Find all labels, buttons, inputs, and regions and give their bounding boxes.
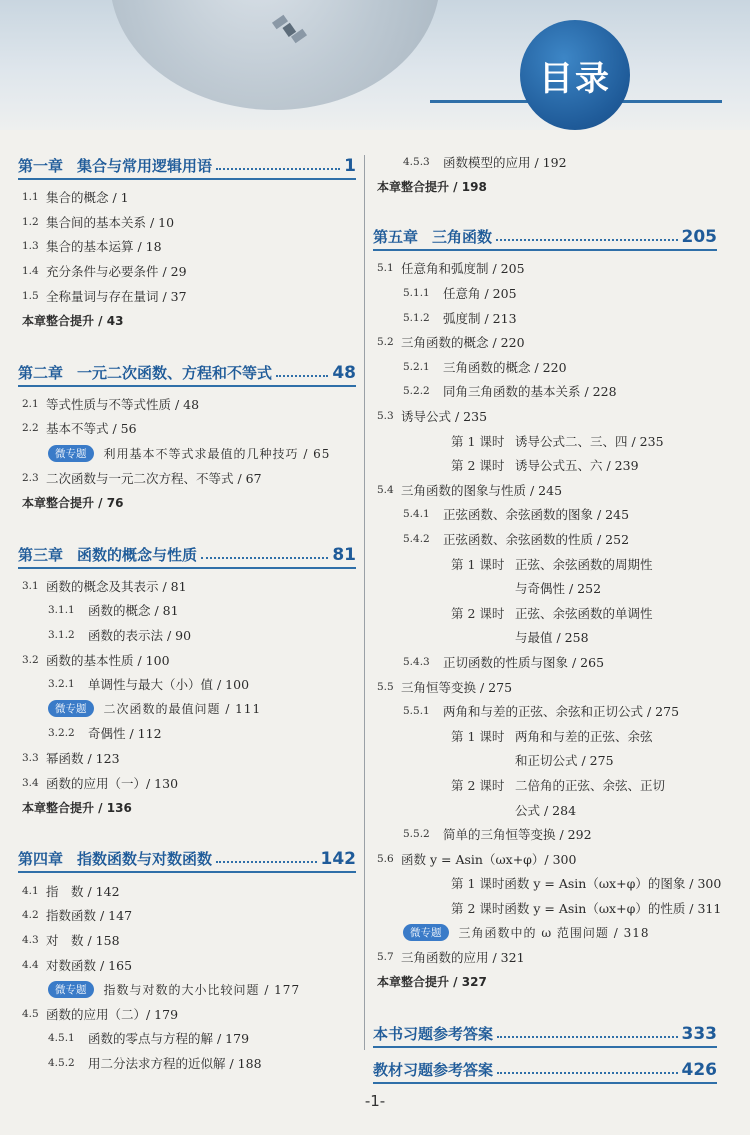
toc-entry[interactable] [18, 598, 356, 623]
chapter-heading[interactable] [18, 843, 356, 873]
section-number: 5.3 [377, 410, 394, 423]
toc-entry[interactable] [18, 234, 356, 259]
section-number: 4.5 [22, 1007, 39, 1020]
section-number: 5.4 [377, 483, 394, 496]
toc-entry[interactable] [373, 945, 717, 970]
chapter-heading[interactable] [373, 221, 717, 251]
lesson-title: 诱导公式五、六 / 239 [515, 458, 639, 474]
section-number: 5.2.2 [403, 385, 430, 398]
toc-right-column [373, 150, 722, 1090]
toc-entry[interactable] [18, 259, 356, 284]
toc-entry[interactable] [18, 574, 356, 599]
special-topic-badge: 微专题 [48, 700, 94, 717]
lesson-title-continued: 与最值 / 258 [515, 630, 589, 646]
section-title: 任意角和弧度制 / 205 [401, 261, 525, 277]
special-topic-entry[interactable] [18, 697, 356, 722]
chapter-summary[interactable]: 本章整合提升 / 136 [22, 800, 132, 815]
toc-entry[interactable] [373, 478, 717, 503]
lesson-entry[interactable] [373, 601, 717, 626]
section-title: 函数模型的应用 / 192 [443, 155, 567, 171]
toc-entry[interactable] [373, 822, 717, 847]
section-number: 3.2.2 [48, 727, 75, 740]
section-title: 对数函数 / 165 [46, 957, 133, 973]
toc-entry[interactable] [18, 952, 356, 977]
toc-entry[interactable] [373, 355, 717, 380]
lesson-title: 正弦、余弦函数的单调性 [515, 605, 653, 621]
toc-entry[interactable] [373, 674, 717, 699]
lesson-number: 第 1 课时 [451, 556, 505, 572]
section-title: 正切函数的性质与图象 / 265 [443, 654, 605, 670]
section-number: 3.1.1 [48, 604, 75, 617]
section-number: 1.2 [22, 215, 39, 228]
leader-dots [276, 375, 328, 377]
section-number: 5.2 [377, 336, 394, 349]
answers-heading[interactable] [373, 1054, 717, 1084]
lesson-number: 第 2 课时 [451, 458, 505, 474]
lesson-entry[interactable] [373, 551, 717, 576]
chapter-number: 第五章 [373, 228, 419, 247]
special-topic-badge: 微专题 [48, 445, 94, 462]
section-title: 函数的基本性质 / 100 [46, 652, 170, 668]
lesson-title-continued: 和正切公式 / 275 [515, 753, 614, 769]
section-number: 4.5.1 [48, 1032, 75, 1045]
toc-entry[interactable] [373, 256, 717, 281]
toc-entry[interactable] [18, 1051, 356, 1076]
lesson-title-continued: 与奇偶性 / 252 [515, 581, 602, 597]
toc-entry[interactable] [18, 185, 356, 210]
toc-entry[interactable] [18, 672, 356, 697]
section-title: 任意角 / 205 [443, 286, 517, 302]
special-topic-badge: 微专题 [48, 981, 94, 998]
section-number: 3.2.1 [48, 678, 75, 691]
section-number: 3.2 [22, 653, 39, 666]
section-number: 5.5.2 [403, 828, 430, 841]
section-number: 5.2.1 [403, 360, 430, 373]
section-title: 函数的表示法 / 90 [88, 628, 192, 644]
section-title: 函数的应用（二）/ 179 [46, 1006, 179, 1022]
lesson-number: 第 1 课时 [451, 728, 505, 744]
chapter-number: 第四章 [18, 850, 64, 869]
leader-dots [201, 557, 328, 559]
answers-page: 333 [681, 1024, 717, 1044]
section-number: 5.1.1 [403, 287, 430, 300]
section-title: 三角函数的概念 / 220 [443, 359, 567, 375]
section-number: 5.1.2 [403, 311, 430, 324]
section-title: 函数的应用（一）/ 130 [46, 775, 179, 791]
section-number: 5.5 [377, 680, 394, 693]
chapter-summary[interactable]: 本章整合提升 / 198 [377, 180, 487, 195]
toc-entry[interactable] [18, 903, 356, 928]
lesson-entry[interactable] [373, 871, 722, 896]
section-title: 简单的三角恒等变换 / 292 [443, 827, 592, 843]
special-topic-entry[interactable] [373, 920, 717, 945]
section-number: 4.1 [22, 884, 39, 897]
lesson-entry[interactable] [373, 896, 722, 921]
lesson-number: 第 1 课时 [451, 433, 505, 449]
chapter-summary[interactable]: 本章整合提升 / 327 [377, 975, 487, 990]
chapter-page: 1 [344, 156, 356, 176]
lesson-number: 第 2 课时 [451, 900, 505, 916]
toc-left-column [18, 150, 356, 1075]
toc-entry[interactable] [18, 647, 356, 672]
section-number: 5.7 [377, 951, 394, 964]
section-number: 2.1 [22, 397, 39, 410]
section-number: 1.5 [22, 289, 39, 302]
answers-title: 教材习题参考答案 [373, 1061, 494, 1079]
section-title: 奇偶性 / 112 [88, 726, 162, 742]
section-title: 函数的概念及其表示 / 81 [46, 578, 187, 594]
chapter-summary[interactable]: 本章整合提升 / 76 [22, 495, 124, 510]
special-topic-entry[interactable] [18, 441, 356, 466]
lesson-entry[interactable] [373, 773, 717, 798]
section-title: 集合的概念 / 1 [46, 190, 129, 206]
section-title: 正弦函数、余弦函数的性质 / 252 [443, 532, 630, 548]
toc-entry[interactable] [18, 770, 356, 795]
section-number: 4.5.3 [403, 156, 430, 169]
toc-entry[interactable] [18, 878, 356, 903]
toc-entry[interactable] [373, 846, 717, 871]
section-number: 1.3 [22, 240, 39, 253]
toc-entry[interactable] [18, 623, 356, 648]
section-title: 三角函数的应用 / 321 [401, 950, 525, 966]
toc-entry[interactable] [18, 928, 356, 953]
chapter-title: 函数的概念与性质 [77, 545, 198, 564]
section-title: 函数的零点与方程的解 / 179 [88, 1031, 250, 1047]
toc-entry[interactable] [373, 379, 717, 404]
section-title: 二次函数与一元二次方程、不等式 / 67 [46, 470, 262, 486]
special-topic-title: 二次函数的最值问题 / 111 [103, 702, 262, 717]
toc-entry[interactable] [373, 650, 717, 675]
satellite-icon [270, 10, 310, 50]
answers-title: 本书习题参考答案 [373, 1025, 494, 1043]
leader-dots [496, 239, 677, 241]
section-title: 同角三角函数的基本关系 / 228 [443, 384, 617, 400]
section-number: 4.2 [22, 909, 39, 922]
page-title: 目录 [539, 58, 611, 99]
section-number: 2.2 [22, 422, 39, 435]
section-title: 指 数 / 142 [46, 883, 120, 899]
special-topic-badge: 微专题 [403, 924, 449, 941]
chapter-title: 一元二次函数、方程和不等式 [77, 363, 273, 382]
chapter-heading[interactable] [18, 150, 356, 180]
section-title: 全称量词与存在量词 / 37 [46, 288, 187, 304]
section-number: 3.4 [22, 776, 39, 789]
section-number: 3.3 [22, 751, 39, 764]
lesson-title: 两角和与差的正弦、余弦 [515, 728, 653, 744]
lesson-title-continued: 公式 / 284 [515, 802, 577, 818]
section-number: 5.4.3 [403, 655, 430, 668]
toc-entry[interactable] [373, 281, 717, 306]
section-title: 三角恒等变换 / 275 [401, 679, 513, 695]
chapter-title: 三角函数 [432, 228, 493, 247]
column-divider [364, 155, 365, 1050]
leader-dots [216, 168, 340, 170]
lesson-entry[interactable] [373, 428, 717, 453]
chapter-page: 48 [332, 362, 356, 383]
page-number: -1- [364, 1092, 386, 1110]
toc-entry[interactable] [373, 305, 717, 330]
special-topic-title: 指数与对数的大小比较问题 / 177 [103, 982, 301, 997]
chapter-number: 第三章 [18, 545, 64, 564]
section-title: 充分条件与必要条件 / 29 [46, 264, 187, 280]
toc-entry[interactable] [18, 210, 356, 235]
leader-dots [497, 1072, 677, 1074]
section-number: 4.3 [22, 933, 39, 946]
toc-entry[interactable] [373, 150, 717, 175]
section-title: 指数函数 / 147 [46, 908, 133, 924]
chapter-title: 指数函数与对数函数 [77, 850, 213, 869]
section-number: 5.5.1 [403, 705, 430, 718]
section-title: 集合的基本运算 / 18 [46, 239, 162, 255]
lesson-entry[interactable] [373, 723, 717, 748]
special-topic-title: 三角函数中的 ω 范围问题 / 318 [458, 926, 650, 941]
toc-entry[interactable] [18, 465, 356, 490]
chapter-heading[interactable] [18, 539, 356, 569]
answers-page: 426 [681, 1060, 717, 1080]
chapter-title: 集合与常用逻辑用语 [77, 157, 213, 175]
lesson-title: 函数 y = Asin（ωx+φ）的性质 / 311 [504, 900, 722, 916]
section-title: 基本不等式 / 56 [46, 421, 137, 437]
chapter-heading[interactable] [18, 357, 356, 387]
section-number: 5.4.2 [403, 533, 430, 546]
section-number: 5.6 [377, 852, 394, 865]
section-number: 1.1 [22, 191, 39, 204]
chapter-page: 205 [681, 227, 717, 248]
toc-entry[interactable] [18, 283, 356, 308]
section-title: 弧度制 / 213 [443, 310, 517, 326]
answers-heading[interactable] [373, 1018, 717, 1048]
lesson-title: 函数 y = Asin（ωx+φ）的图象 / 300 [504, 876, 722, 892]
section-title: 等式性质与不等式性质 / 48 [46, 396, 200, 412]
toc-entry[interactable] [18, 416, 356, 441]
toc-entry[interactable] [18, 1001, 356, 1026]
chapter-page: 142 [320, 849, 356, 870]
section-title: 用二分法求方程的近似解 / 188 [88, 1055, 262, 1071]
toc-entry[interactable] [373, 404, 717, 429]
section-title: 正弦函数、余弦函数的图象 / 245 [443, 507, 630, 523]
lesson-title: 诱导公式二、三、四 / 235 [515, 433, 664, 449]
section-title: 单调性与最大（小）值 / 100 [88, 677, 250, 693]
toc-entry[interactable] [373, 527, 717, 552]
toc-entry[interactable] [373, 699, 717, 724]
lesson-number: 第 1 课时 [451, 876, 505, 892]
section-number: 5.1 [377, 262, 394, 275]
leader-dots [497, 1036, 677, 1038]
section-title: 两角和与差的正弦、余弦和正切公式 / 275 [443, 704, 680, 720]
chapter-summary[interactable]: 本章整合提升 / 43 [22, 313, 124, 328]
toc-entry[interactable] [18, 392, 356, 417]
special-topic-title: 利用基本不等式求最值的几种技巧 / 65 [103, 446, 331, 461]
section-title: 幂函数 / 123 [46, 750, 120, 766]
toc-entry[interactable] [373, 502, 717, 527]
section-number: 4.4 [22, 958, 39, 971]
section-title: 诱导公式 / 235 [401, 409, 488, 425]
section-number: 3.1.2 [48, 629, 75, 642]
lesson-title: 二倍角的正弦、余弦、正切 [515, 777, 666, 793]
section-number: 3.1 [22, 579, 39, 592]
title-badge [520, 20, 630, 130]
section-title: 对 数 / 158 [46, 932, 120, 948]
section-number: 2.3 [22, 471, 39, 484]
lesson-entry[interactable] [373, 453, 717, 478]
chapter-number: 第二章 [18, 363, 64, 382]
special-topic-entry[interactable] [18, 977, 356, 1002]
lesson-title: 正弦、余弦函数的周期性 [515, 556, 653, 572]
section-title: 三角函数的图象与性质 / 245 [401, 482, 563, 498]
chapter-number: 第一章 [18, 157, 64, 175]
section-title: 函数 y = Asin（ωx+φ）/ 300 [401, 851, 577, 867]
section-title: 函数的概念 / 81 [88, 603, 179, 619]
leader-dots [216, 861, 316, 863]
toc-entry[interactable] [18, 746, 356, 771]
header-banner [0, 0, 750, 130]
toc-entry[interactable] [18, 1026, 356, 1051]
toc-entry[interactable] [373, 330, 717, 355]
section-number: 5.4.1 [403, 508, 430, 521]
chapter-page: 81 [332, 544, 356, 565]
lesson-number: 第 2 课时 [451, 605, 505, 621]
toc-entry[interactable] [18, 721, 356, 746]
lesson-number: 第 2 课时 [451, 777, 505, 793]
section-number: 4.5.2 [48, 1056, 75, 1069]
section-title: 集合间的基本关系 / 10 [46, 214, 175, 230]
section-number: 1.4 [22, 265, 39, 278]
section-title: 三角函数的概念 / 220 [401, 335, 525, 351]
